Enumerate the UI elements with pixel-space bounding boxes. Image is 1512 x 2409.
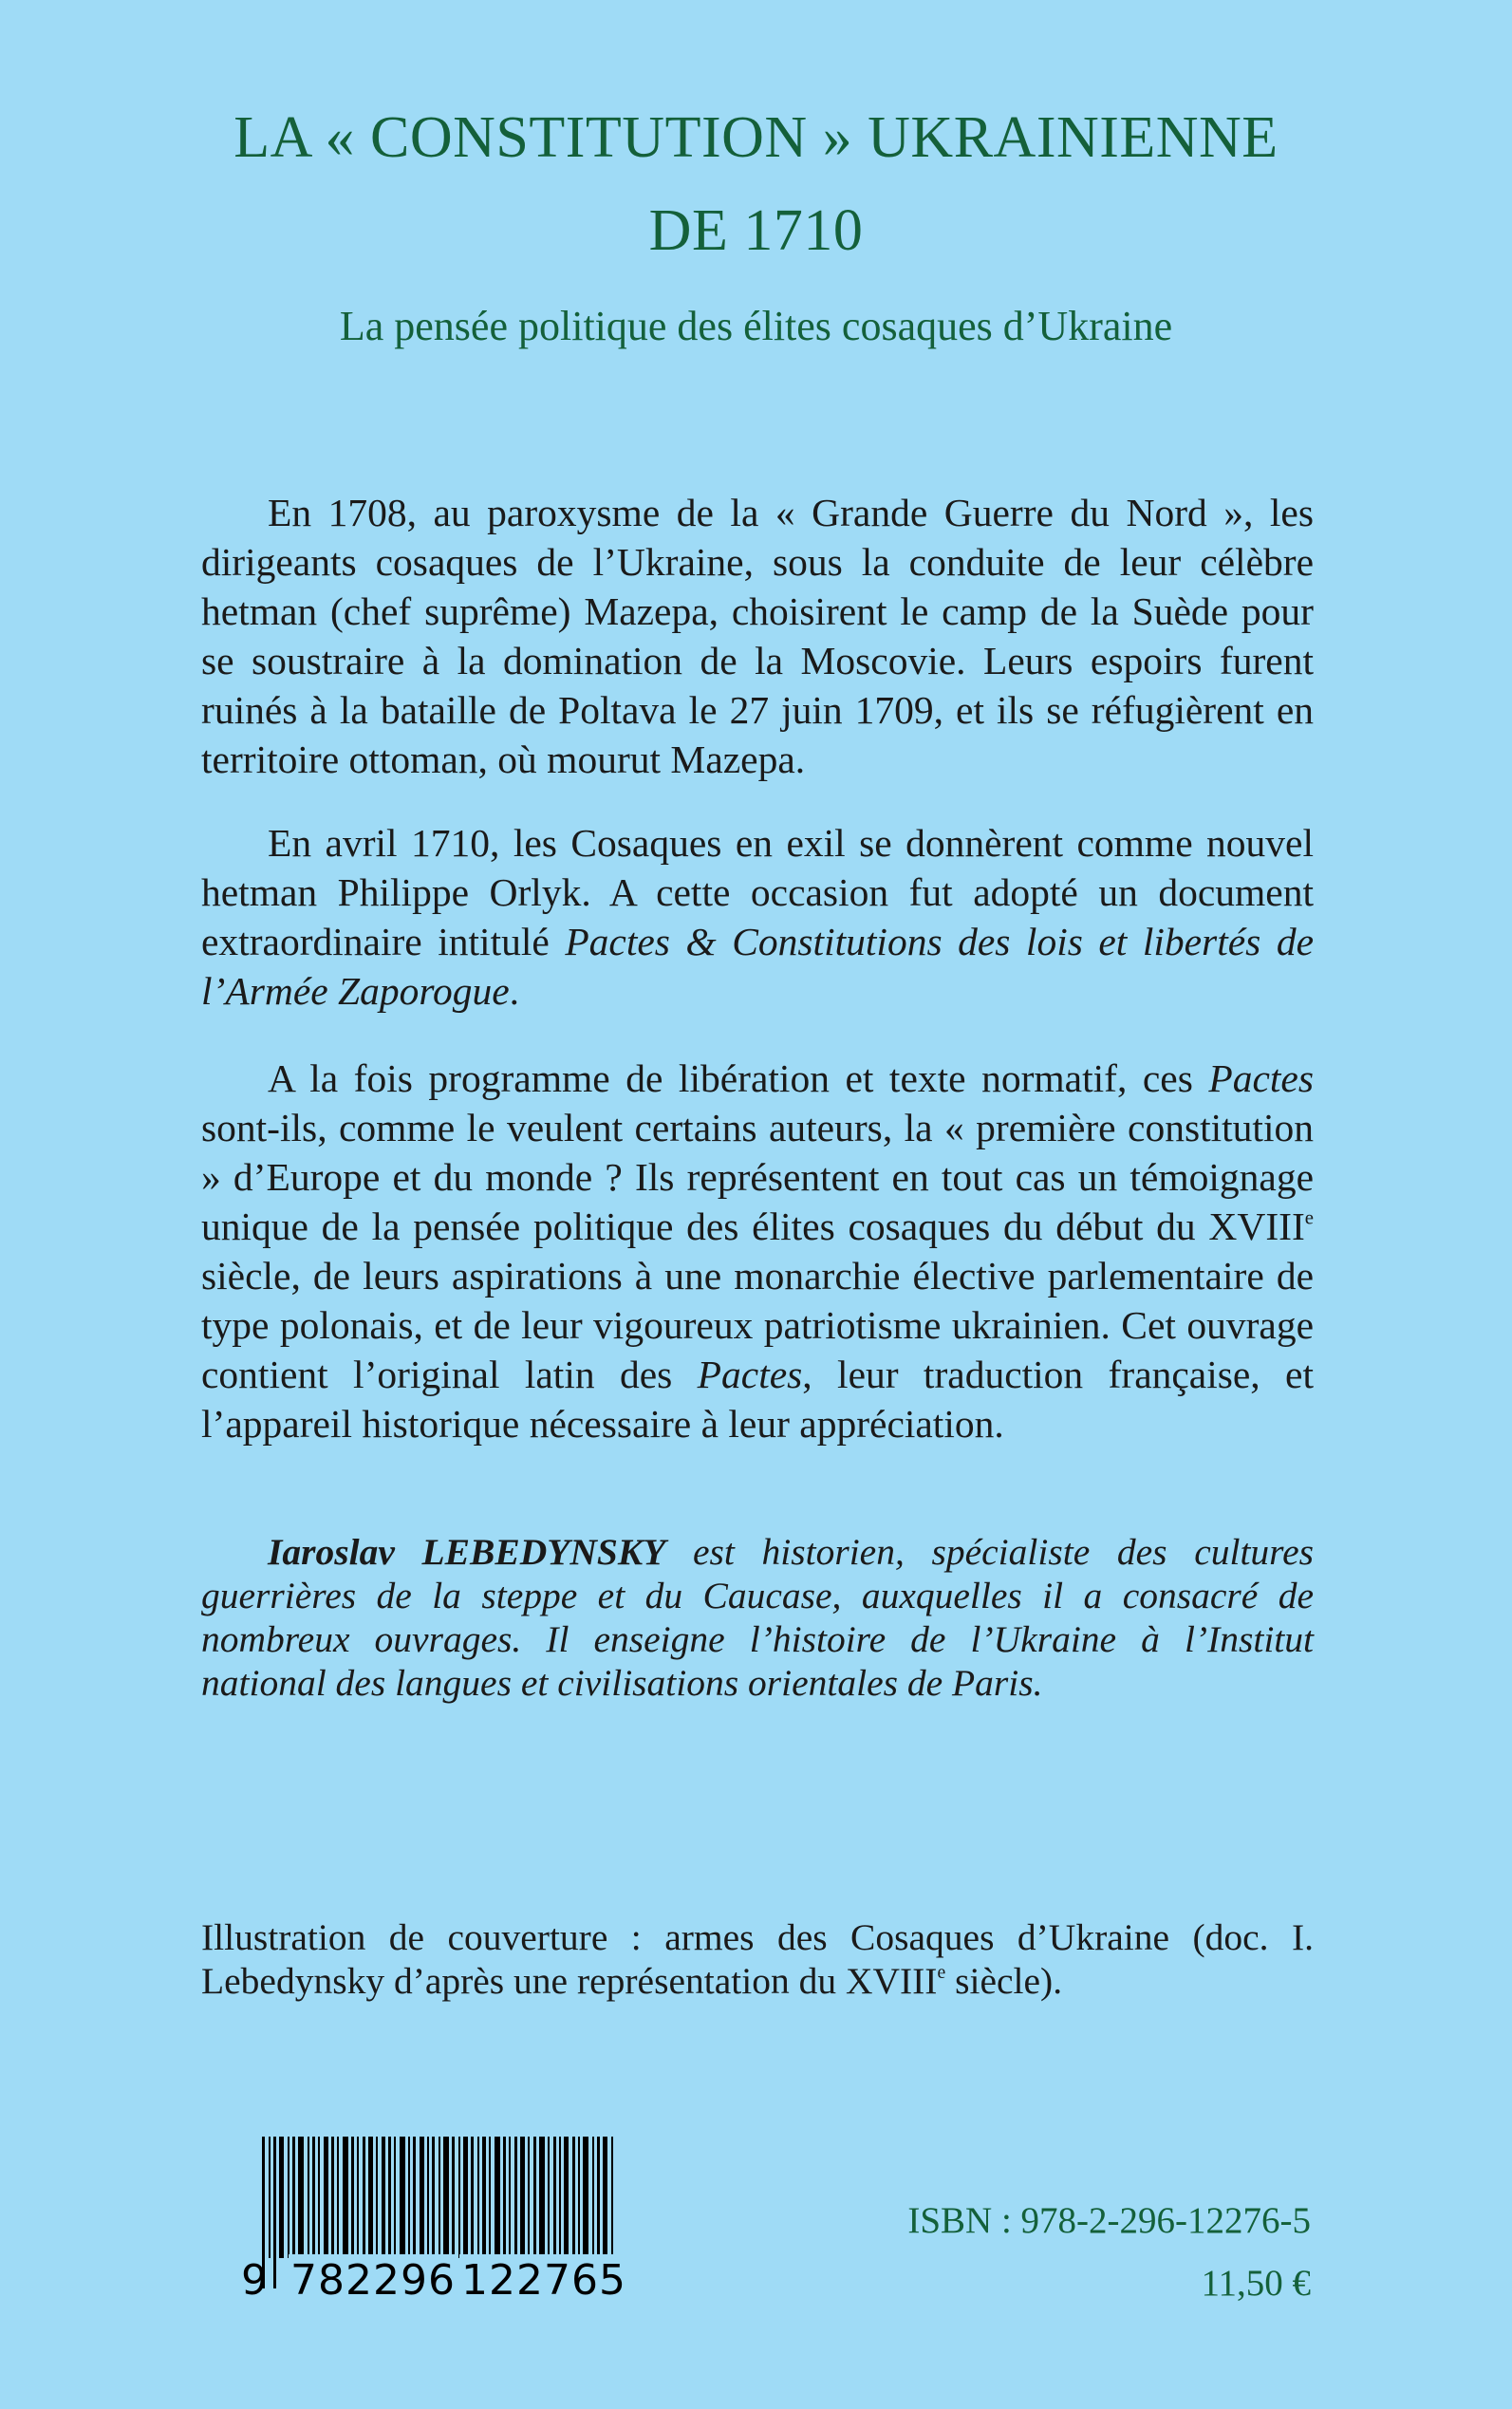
barcode-bar (548, 2137, 550, 2258)
summary-paragraph-1 (201, 488, 1314, 784)
barcode-bar (292, 2137, 295, 2258)
barcode-bar (533, 2137, 536, 2258)
barcode-bar (363, 2137, 365, 2258)
title-line-2: DE 1710 (648, 198, 864, 263)
barcode-bar (553, 2137, 556, 2258)
barcode-bar (413, 2137, 416, 2258)
summary-paragraph-3-text-a: A la fois programme de libération et texte normatif, ces (268, 1056, 1209, 1100)
barcode-bar (382, 2137, 385, 2258)
illustration-superscript: e (937, 1962, 946, 1984)
title-line-1: LA « CONSTITUTION » UKRAINIENNE (233, 105, 1279, 170)
barcode-bar (400, 2137, 405, 2258)
pactes-italic-2: Pactes (697, 1353, 803, 1396)
illustration-credit-text-a: Illustration de couverture : armes des Cosaques d’Ukraine (doc. I. Lebedynsky d’après une représentation du XVIII (201, 1916, 1314, 2002)
pactes-italic-1: Pactes (1208, 1056, 1314, 1100)
barcode-bar (351, 2137, 354, 2258)
barcode-bar (368, 2137, 373, 2258)
century-superscript: e (1304, 1207, 1314, 1229)
barcode-bar (463, 2137, 468, 2258)
barcode-bar (592, 2137, 594, 2258)
barcode-bar (298, 2137, 304, 2258)
barcode-bar (312, 2137, 315, 2258)
barcode-bar (572, 2137, 575, 2258)
barcode-bar (597, 2137, 600, 2258)
barcode-bar (559, 2137, 561, 2258)
barcode-bar (288, 2137, 289, 2258)
barcode-bar (452, 2137, 455, 2258)
barcode-bar (394, 2137, 396, 2258)
barcode-bar (408, 2137, 410, 2258)
barcode-bar (376, 2137, 378, 2258)
barcode-bar (308, 2137, 309, 2258)
barcode-bar (539, 2137, 545, 2258)
summary-paragraph-2 (201, 818, 1314, 1016)
summary-paragraph-3 (201, 1054, 1314, 1448)
barcode-bar (564, 2137, 569, 2258)
barcode-bar (578, 2137, 580, 2258)
summary-paragraph-1-text: En 1708, au paroxysme de la « Grande Guerre du Nord », les dirigeants cosaques de l’Ukraine, sous la conduite de leur célèbre hetman (chef suprême) Mazepa, choisirent le camp de la Suède pour se soustraire à la domination de la Moscovie. Leurs espoirs furent ruinés à la bataille de Poltava le 27 juin 1709, et ils se réfugièrent en territoire ottoman, où mourut Mazepa. (201, 491, 1314, 781)
barcode-bar (388, 2137, 391, 2258)
book-title-italic: Pactes & Constitutions des lois et libertés de l’Armée Zaporogue (201, 920, 1314, 1013)
barcode-bar (458, 2137, 460, 2258)
barcode-bar (503, 2137, 506, 2258)
author-name: Iaroslav LEBEDYNSKY (268, 1531, 666, 1573)
barcode-bar (482, 2137, 486, 2258)
barcode-digits-left: 782296 (289, 2254, 457, 2307)
price: 11,50 € (1201, 2263, 1311, 2304)
barcode-bar (420, 2137, 424, 2258)
author-bio (201, 1530, 1314, 1705)
barcode-bar (495, 2137, 500, 2258)
barcode-bar (439, 2137, 440, 2258)
barcode-bar (514, 2137, 517, 2258)
barcode-bar (337, 2137, 339, 2258)
barcode-bar (509, 2137, 511, 2258)
summary-paragraph-2-text: En avril 1710, les Cosaques en exil se donnèrent comme nouvel hetman Philippe Orlyk. A cette occasion fut adopté un document extraordinaire intitulé (201, 821, 1314, 963)
summary-paragraph-3-text-c: siècle, de leurs aspirations à une monarchie élective parlementaire de type polonais, et de leur vigoureux patriotisme ukrainien. Cet ouvrage contient l’original latin des (201, 1254, 1314, 1396)
barcode (241, 2137, 644, 2307)
barcode-bar (343, 2137, 348, 2258)
barcode-bar (279, 2137, 284, 2258)
summary-paragraph-2-end: . (509, 969, 520, 1013)
barcode-bar (357, 2137, 359, 2258)
illustration-credit (201, 1915, 1314, 2003)
barcode-bar (520, 2137, 525, 2258)
barcode-bar (269, 2137, 271, 2258)
barcode-bar (528, 2137, 530, 2258)
barcode-bar (583, 2137, 588, 2258)
barcode-bar (471, 2137, 474, 2258)
barcode-bar (489, 2137, 491, 2258)
barcode-bar (318, 2137, 320, 2258)
summary-paragraph-3-text-b: sont-ils, comme le veulent certains auteurs, la « première constitution » d’Europe et du monde ? Ils représentent en tout cas un témoignage unique de la pensée politique des élites cosaques du début du XVIII (201, 1106, 1314, 1248)
barcode-digits (241, 2254, 644, 2307)
illustration-credit-text-b: siècle). (945, 1960, 1063, 2002)
barcode-bar (477, 2137, 479, 2258)
barcode-bar (324, 2137, 328, 2258)
isbn: ISBN : 978-2-296-12276-5 (907, 2200, 1311, 2241)
author-bio-text: est historien, spécialiste des cultures guerrières de la steppe et du Caucase, auxquelles il a consacré de nombreux ouvrages. Il enseigne l’histoire de l’Ukraine à l’Institut national des langues et civilisations orientales de Paris. (201, 1531, 1314, 1704)
barcode-bar (331, 2137, 334, 2258)
barcode-bar (427, 2137, 429, 2258)
barcode-digit-first: 9 (241, 2256, 268, 2305)
subtitle: La pensée politique des élites cosaques d’Ukraine (339, 303, 1173, 349)
barcode-digits-right: 122765 (459, 2254, 628, 2307)
summary-paragraph-3-text-d: , leur traduction française, et l’appareil historique nécessaire à leur appréciation. (201, 1353, 1314, 1446)
